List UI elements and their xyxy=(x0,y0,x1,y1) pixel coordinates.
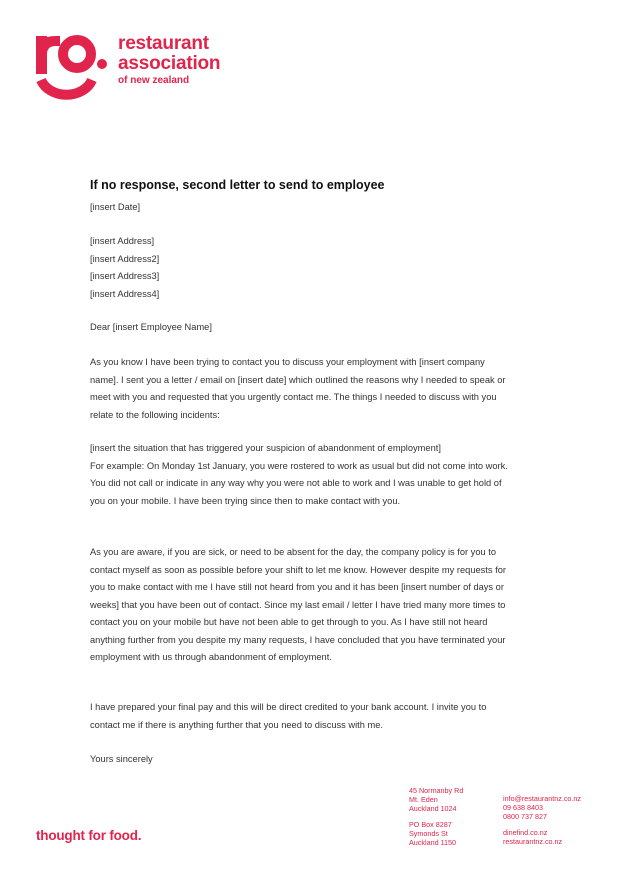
paragraph-text: I have prepared your final pay and this will be direct credited to your bank account. I invite you to contact me if there is anything further that you need to discuss with me. xyxy=(90,702,487,730)
footer-street-address xyxy=(409,787,463,848)
footer-tagline: thought for food. xyxy=(36,828,142,843)
closing xyxy=(90,751,510,769)
footer-line: Auckland 1024 xyxy=(409,803,457,813)
footer-line: 45 Normanby Rd xyxy=(409,786,464,795)
footer-phone: 09 638 8403 xyxy=(503,802,543,812)
brand-line-of-new-zealand: of new zealand xyxy=(118,75,190,86)
address-block xyxy=(90,233,510,303)
paragraph-2 xyxy=(90,440,510,510)
paragraph-4 xyxy=(90,699,510,734)
address-line: [insert Address4] xyxy=(90,288,160,299)
footer-website-link[interactable]: dinefind.co.nz xyxy=(503,828,548,838)
address-line: [insert Address3] xyxy=(90,271,160,281)
paragraph-1 xyxy=(90,354,510,424)
address-line: [insert Address] xyxy=(90,236,155,246)
salutation xyxy=(90,319,510,337)
letter-date xyxy=(90,199,510,217)
footer-phone-freephone: 0800 737 827 xyxy=(503,811,547,821)
paragraph-text: As you are aware, if you are sick, or need to be absent for the day, the company policy is for you to contact myself as soon as possible before your shift to let me know. However despite my requests for you to make contact with me I have still not heard from you and it has been [insert number of days or weeks] that you have been out of contact. Since my last email / letter I have tried many more times to contact you on your mobile but have not been able to get through to you. As I have still not heard anything further from you despite my many requests, I have concluded that you have terminated your employment with us through abandonment of employment. xyxy=(90,547,506,662)
footer-line: PO Box 8287 xyxy=(409,820,452,830)
brand-wordmark xyxy=(118,34,220,87)
address-line: [insert Address2] xyxy=(90,253,160,264)
brand-line-restaurant: restaurant xyxy=(118,33,209,54)
footer-line: Mt. Eden xyxy=(409,794,438,804)
date-line: [insert Date] xyxy=(90,202,141,212)
footer-line: Symonds St xyxy=(409,829,448,839)
paragraph-3 xyxy=(90,544,510,667)
footer-contact xyxy=(503,795,581,847)
paragraph-text: [insert the situation that has triggered your suspicion of abandonment of employment] xyxy=(90,443,441,453)
salutation-line: Dear [insert Employee Name] xyxy=(90,322,212,332)
restaurant-association-logo xyxy=(34,30,234,104)
ra-logo-mark-icon xyxy=(34,30,114,104)
footer-line: Auckland 1150 xyxy=(409,837,457,847)
letter-title: If no response, second letter to send to employee xyxy=(90,178,385,192)
footer-email-link[interactable]: info@restaurantnz.co.nz xyxy=(503,794,582,803)
closing-line: Yours sincerely xyxy=(90,754,153,764)
paragraph-text: As you know I have been trying to contact you to discuss your employment with [insert company name]. I sent you a letter / email on [insert date] which outlined the reasons why I needed to speak or meet with you and requested that you urgently contact me. The things I needed to discuss with you relate to the following incidents: xyxy=(90,357,506,420)
brand-line-association: association xyxy=(118,53,221,74)
paragraph-text: For example: On Monday 1st January, you were rostered to work as usual but did not come into work. You did not call or indicate in any way why you were not able to work and I was unable to get hold of you on your mobile. I have been trying since then to make contact with you. xyxy=(90,460,508,506)
footer-website-link[interactable]: restaurantnz.co.nz xyxy=(503,837,563,847)
